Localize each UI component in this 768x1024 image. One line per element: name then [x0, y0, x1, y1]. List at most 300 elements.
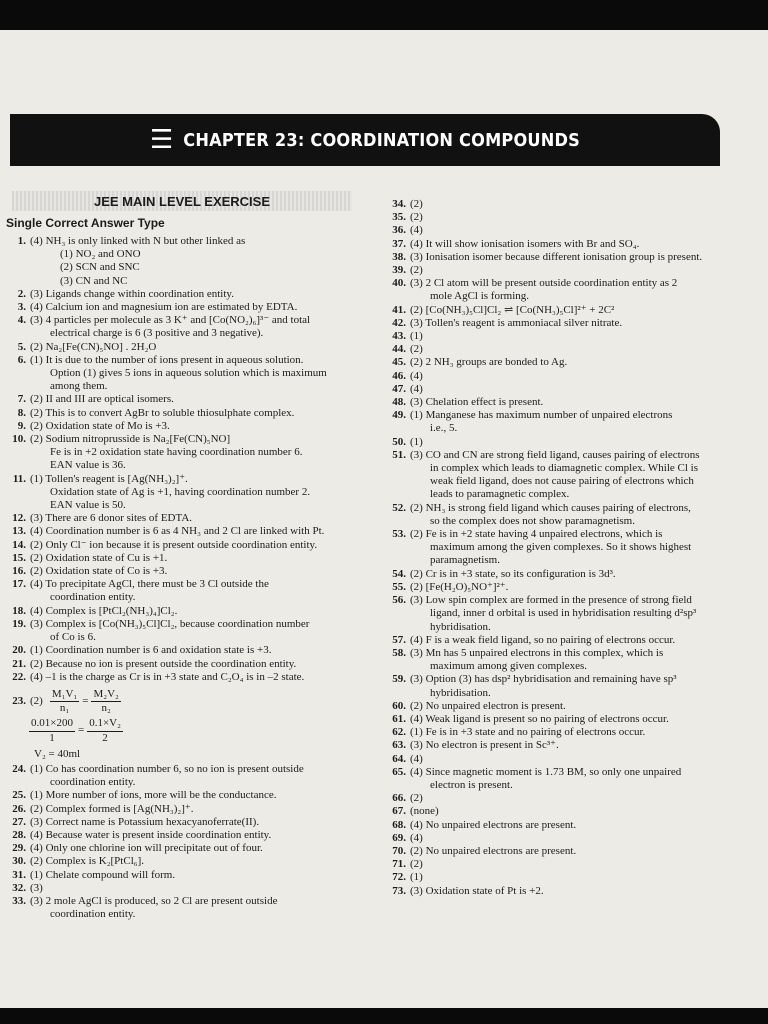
answer-item	[386, 581, 726, 594]
answer-option: (2)	[30, 695, 43, 707]
answer-number: 58.	[392, 646, 406, 659]
answer-continuation	[386, 475, 726, 488]
answer-number	[6, 275, 30, 288]
answer-number: 41.	[392, 303, 406, 316]
fraction-lhs	[50, 688, 79, 715]
answer-item	[386, 251, 726, 264]
answer-number	[6, 248, 30, 261]
answer-text: so the complex does not show paramagnetism.	[430, 514, 635, 527]
answer-text: weak field ligand, does not cause pairing of electrons which	[430, 475, 694, 488]
answer-number: 2.	[17, 287, 26, 300]
answer-continuation	[6, 367, 356, 380]
answer-text: (4) No unpaired electrons are present.	[410, 818, 577, 831]
answer-continuation	[6, 459, 356, 472]
answer-item	[6, 829, 356, 842]
answer-text: (2) Complex is K₂[PtCl₆].	[30, 855, 145, 868]
answer-item	[386, 343, 726, 356]
answer-number: 13.	[12, 525, 26, 538]
answer-number	[6, 380, 30, 393]
answer-text: hybridisation.	[430, 620, 491, 633]
answer-number	[386, 621, 410, 634]
answer-text: coordination entity.	[50, 776, 136, 789]
answer-text: (1)	[410, 330, 423, 343]
answer-text: (4)	[410, 224, 423, 237]
equals-sign: =	[82, 695, 89, 707]
answer-number	[386, 541, 410, 554]
answer-text: (3) 4 particles per molecule as 3 K⁺ and [Co(NO₂)₆]³⁻ and total	[30, 314, 311, 327]
denominator: 2	[102, 731, 108, 744]
left-column	[6, 235, 356, 921]
numerator: M₁V₁	[50, 688, 79, 702]
answer-item	[6, 512, 356, 525]
answer-text: (2) NH₃ is strong field ligand which causes pairing of electrons,	[410, 501, 691, 514]
answer-continuation	[386, 290, 726, 303]
answer-number	[386, 290, 410, 303]
answer-item	[386, 304, 726, 317]
answer-number: 8.	[17, 406, 26, 419]
answer-item	[386, 647, 726, 660]
answer-number	[386, 462, 410, 475]
answer-number	[6, 261, 30, 274]
answer-number	[6, 327, 30, 340]
answer-number	[6, 367, 30, 380]
answer-text: in complex which leads to diamagnetic complex. While Cl is	[430, 462, 699, 475]
answer-text: (2) No unpaired electrons are present.	[410, 844, 577, 857]
answer-number: 34.	[392, 198, 406, 210]
answer-text: Oxidation state of Ag is +1, having coordination number 2.	[50, 485, 311, 498]
answer-text: (3) There are 6 donor sites of EDTA.	[30, 512, 193, 525]
answer-number: 16.	[12, 565, 26, 578]
answer-text: maximum among the given complexes. So it shows highest	[430, 541, 692, 554]
fraction-rhs-values	[87, 717, 123, 744]
answer-text: (1) Co has coordination number 6, so no ion is present outside	[30, 762, 304, 775]
answer-text: (3) Tollen's reagent is ammoniacal silver nitrate.	[410, 316, 623, 329]
answer-number: 43.	[392, 330, 406, 343]
answer-text: (2) II and III are optical isomers.	[30, 393, 174, 406]
answer-number: 26.	[12, 802, 26, 815]
answer-text: (4) Weak ligand is present so no pairing of electrons occur.	[410, 712, 669, 725]
answer-number: 45.	[392, 356, 406, 369]
answer-number: 65.	[392, 765, 406, 778]
answer-number: 60.	[392, 699, 406, 712]
numerator: M₂V₂	[91, 688, 120, 702]
answer-number	[386, 660, 410, 673]
answer-number: 44.	[392, 343, 406, 356]
answer-item	[386, 211, 726, 224]
answer-item	[386, 858, 726, 871]
answer-text: (3) Ligands change within coordination entity.	[30, 287, 234, 300]
answer-continuation	[386, 621, 726, 634]
answer-text: paramagnetism.	[430, 554, 500, 567]
answer-text: Fe is in +2 oxidation state having coordination number 6.	[50, 446, 303, 459]
answer-text: (2) Na₂[Fe(CN)₅NO] . 2H₂O	[30, 340, 157, 353]
answer-text: (3) 2 Cl atom will be present outside coordination entity as 2	[410, 277, 678, 290]
section-subheader: Single Correct Answer Type	[6, 216, 165, 230]
menu-lines-icon: ☰	[149, 125, 174, 155]
answer-number: 27.	[12, 815, 26, 828]
answer-text: (2) SCN and SNC	[60, 261, 140, 274]
answer-number	[386, 422, 410, 435]
answer-number	[6, 631, 30, 644]
answer-text: (2) Oxidation state of Cu is +1.	[30, 551, 168, 564]
answer-text: (1)	[410, 435, 423, 448]
denominator: n₂	[101, 702, 111, 715]
answer-text: (2) [Fe(H₂O)₅NO⁺]²⁺.	[410, 580, 509, 593]
answer-number	[386, 687, 410, 700]
answer-item	[6, 658, 356, 671]
answer-number	[6, 499, 30, 512]
answer-item	[386, 568, 726, 581]
answer-list-left	[6, 235, 356, 684]
answer-continuation	[6, 248, 356, 261]
answer-continuation	[6, 776, 356, 789]
answer-number: 55.	[392, 580, 406, 593]
answer-item	[386, 871, 726, 884]
answer-text: (3) CN and NC	[60, 274, 128, 287]
answer-text: (1) It is due to the number of ions present in aqueous solution.	[30, 353, 304, 366]
answer-number	[6, 908, 30, 921]
answer-text: (4)	[410, 382, 423, 395]
answer-text: (2) [Co(NH₃)₅Cl]Cl₂ ⇌ [Co(NH₃)₅Cl]²⁺ + 2C²	[410, 303, 615, 316]
numerator: 0.01×200	[29, 717, 75, 731]
answer-item	[386, 330, 726, 343]
answer-continuation	[6, 908, 356, 921]
answer-text: (4) NH₃ is only linked with N but other linked as	[30, 235, 246, 247]
answer-item	[6, 235, 356, 248]
answer-text: (1) Tollen's reagent is [Ag(NH₃)₂]⁺.	[30, 472, 188, 485]
answer-number: 30.	[12, 855, 26, 868]
answer-number: 66.	[392, 792, 406, 805]
answer-number: 1.	[17, 235, 26, 247]
answer-item	[6, 301, 356, 314]
answer-number: 9.	[17, 419, 26, 432]
answer-text: hybridisation.	[430, 686, 491, 699]
equals-sign: =	[77, 724, 85, 737]
answer-item	[6, 341, 356, 354]
answer-number: 67.	[392, 805, 406, 818]
answer-number: 7.	[17, 393, 26, 406]
answer-item	[386, 594, 726, 607]
answer-text: coordination entity.	[50, 591, 136, 604]
answer-number: 54.	[392, 567, 406, 580]
answer-number: 5.	[17, 340, 26, 353]
answer-item	[386, 436, 726, 449]
answer-item	[386, 198, 726, 211]
answer-item	[6, 644, 356, 657]
answer-text: (1) Coordination number is 6 and oxidation state is +3.	[30, 644, 272, 657]
answer-text: (2) Cr is in +3 state, so its configuration is 3d³.	[410, 567, 616, 580]
answer-text: (3) No electron is present in Sc³⁺.	[410, 739, 559, 752]
answer-item	[386, 449, 726, 462]
answer-number: 69.	[392, 831, 406, 844]
answer-item	[6, 869, 356, 882]
answer-continuation	[6, 486, 356, 499]
answer-text: (2)	[410, 343, 423, 356]
answer-number: 73.	[392, 884, 406, 897]
answer-item	[6, 354, 356, 367]
answer-item	[6, 789, 356, 802]
answer-number: 24.	[12, 762, 26, 775]
answer-number: 49.	[392, 409, 406, 422]
answer-text: electron is present.	[430, 778, 513, 791]
answer-continuation	[6, 499, 356, 512]
answer-text: (4)	[410, 369, 423, 382]
chapter-banner	[10, 114, 720, 166]
answer-text: (3) Low spin complex are formed in the presence of strong field	[410, 594, 692, 607]
answer-item	[386, 805, 726, 818]
answer-number: 11.	[12, 472, 26, 485]
answer-text: leads to paramagnetic complex.	[430, 488, 570, 501]
answer-item	[6, 407, 356, 420]
answer-number: 31.	[12, 868, 26, 881]
answer-text: ligand, inner d orbital is used in hybridisation resulting d²sp³	[430, 607, 697, 620]
answer-item	[6, 288, 356, 301]
answer-number: 72.	[392, 871, 406, 884]
answer-text: (4) F is a weak field ligand, so no pairing of electrons occur.	[410, 633, 676, 646]
answer-number	[386, 607, 410, 620]
answer-item	[6, 473, 356, 486]
answer-text: (3) Mn has 5 unpaired electrons in this complex, which is	[410, 646, 664, 659]
answer-item	[6, 671, 356, 684]
answer-item	[6, 895, 356, 908]
answer-continuation	[386, 462, 726, 475]
answer-item	[6, 578, 356, 591]
answer-item	[386, 713, 726, 726]
answer-number: 62.	[392, 726, 406, 739]
answer-number	[386, 554, 410, 567]
answer-item	[6, 605, 356, 618]
answer-text: (3) Ionisation isomer because different ionisation group is present.	[410, 250, 703, 263]
answer-text: (2) 2 NH₃ groups are bonded to Ag.	[410, 356, 568, 369]
answer-text: Option (1) gives 5 ions in aqueous solution which is maximum	[50, 367, 327, 380]
answer-number: 36.	[392, 224, 406, 237]
answer-number	[386, 779, 410, 792]
answer-item	[6, 882, 356, 895]
answer-item	[6, 565, 356, 578]
answer-number: 25.	[12, 789, 26, 802]
answer-text: (none)	[410, 805, 439, 818]
answer-text: (3) 2 mole AgCl is produced, so 2 Cl are present outside	[30, 894, 278, 907]
answer-item	[386, 845, 726, 858]
answer-number	[386, 515, 410, 528]
answer-item	[386, 700, 726, 713]
answer-continuation	[386, 660, 726, 673]
answer-text: (2) Complex formed is [Ag(NH₃)₂]⁺.	[30, 802, 194, 815]
answer-text: (2) This is to convert AgBr to soluble thiosulphate complex.	[30, 406, 295, 419]
answer-item	[386, 356, 726, 369]
answer-text: (1) Fe is in +3 state and no pairing of electrons occur.	[410, 726, 646, 739]
answer-list-left-2	[6, 763, 356, 921]
answer-item	[6, 618, 356, 631]
answer-item	[6, 763, 356, 776]
answer-number: 17.	[12, 578, 26, 591]
answer-item	[6, 393, 356, 406]
answer-text: (2) Fe is in +2 state having 4 unpaired electrons, which is	[410, 528, 663, 541]
answer-continuation	[6, 327, 356, 340]
answer-continuation	[6, 591, 356, 604]
answer-item	[386, 792, 726, 805]
answer-text: (4) –1 is the charge as Cr is in +3 state and C₂O₄ is in –2 state.	[30, 670, 305, 683]
fraction-lhs-values	[29, 717, 75, 744]
answer-item	[386, 317, 726, 330]
answer-text: (3) Option (3) has dsp² hybridisation and remaining have sp³	[410, 673, 677, 686]
answer-continuation	[386, 779, 726, 792]
answer-text: among them.	[50, 380, 108, 393]
answer-item	[386, 238, 726, 251]
answer-text: maximum among given complexes.	[430, 660, 588, 673]
answer-item	[386, 753, 726, 766]
answer-item	[6, 552, 356, 565]
answer-text: (2) Oxidation state of Co is +3.	[30, 565, 168, 578]
answer-text: (2)	[410, 792, 423, 805]
answer-text: (4) Since magnetic moment is 1.73 BM, so only one unpaired	[410, 765, 682, 778]
answer-item	[6, 433, 356, 446]
denominator: 1	[49, 731, 55, 744]
answer-continuation	[6, 446, 356, 459]
answer-number	[6, 459, 30, 472]
answer-number: 29.	[12, 842, 26, 855]
answer-text: (2) Sodium nitroprusside is Na₂[Fe(CN)₅NO]	[30, 433, 231, 446]
answer-number: 22.	[12, 670, 26, 683]
answer-text: (1)	[410, 871, 423, 884]
answer-number: 47.	[392, 382, 406, 395]
answer-continuation	[6, 631, 356, 644]
answer-item	[386, 739, 726, 752]
answer-text: (2) Oxidation state of Mo is +3.	[30, 419, 170, 432]
answer-item	[6, 816, 356, 829]
answer-text: (4) Calcium ion and magnesium ion are estimated by EDTA.	[30, 301, 298, 314]
answer-continuation	[386, 541, 726, 554]
answer-text: (1) NO₂ and ONO	[60, 248, 141, 261]
numerator: 0.1×V₂	[87, 717, 123, 731]
answer-number: 63.	[392, 739, 406, 752]
answer-item	[6, 842, 356, 855]
answer-number: 48.	[392, 396, 406, 409]
answer-continuation	[6, 380, 356, 393]
answer-text: (1) More number of ions, more will be the conductance.	[30, 789, 277, 802]
answer-text: (4)	[410, 831, 423, 844]
answer-number: 56.	[392, 594, 406, 607]
fraction-rhs	[91, 688, 120, 715]
answer-continuation	[386, 607, 726, 620]
answer-continuation	[386, 554, 726, 567]
answer-text: mole AgCl is forming.	[430, 290, 529, 303]
answer-text: (2)	[410, 264, 423, 277]
answer-list-right	[386, 198, 726, 898]
answer-number: 6.	[17, 353, 26, 366]
answer-text: (2) No unpaired electron is present.	[410, 699, 566, 712]
answer-text: of Co is 6.	[50, 631, 96, 644]
answer-number: 61.	[392, 712, 406, 725]
answer-number: 38.	[392, 250, 406, 263]
answer-continuation	[6, 275, 356, 288]
answer-text: (1) Chelate compound will form.	[30, 868, 176, 881]
answer-item	[6, 539, 356, 552]
answer-number: 52.	[392, 501, 406, 514]
answer-text: (3) Oxidation state of Pt is +2.	[410, 884, 544, 897]
answer-number: 51.	[392, 448, 406, 461]
answer-item	[6, 803, 356, 816]
answer-item	[6, 314, 356, 327]
answer-text: (1) Manganese has maximum number of unpaired electrons	[410, 409, 673, 422]
denominator: n₁	[59, 702, 70, 715]
answer-number: 37.	[392, 237, 406, 250]
answer-number: 18.	[12, 604, 26, 617]
answer-text: (4) Only one chlorine ion will precipitate out of four.	[30, 842, 263, 855]
chapter-title: CHAPTER 23: COORDINATION COMPOUNDS	[183, 129, 581, 151]
answer-text: (4) To precipitate AgCl, there must be 3 Cl outside the	[30, 578, 269, 591]
answer-item	[386, 502, 726, 515]
answer-text: (4) Because water is present inside coordination entity.	[30, 828, 272, 841]
answer-number: 4.	[17, 314, 26, 327]
answer-continuation	[386, 488, 726, 501]
answer-text: EAN value is 50.	[50, 499, 126, 512]
answer-text: (4) Coordination number is 6 as 4 NH₃ and 2 Cl are linked with Pt.	[30, 525, 325, 538]
answer-number: 46.	[392, 369, 406, 382]
answer-number: 20.	[12, 644, 26, 657]
answer-number	[6, 486, 30, 499]
answer-item	[386, 885, 726, 898]
answer-text: EAN value is 36.	[50, 459, 126, 472]
answer-number	[6, 591, 30, 604]
answer-text: (2)	[410, 858, 423, 871]
answer-text: (4)	[410, 752, 423, 765]
answer-item	[386, 634, 726, 647]
document-page	[0, 30, 768, 1008]
answer-number: 14.	[12, 538, 26, 551]
answer-number: 71.	[392, 858, 406, 871]
answer-number: 70.	[392, 844, 406, 857]
answer-item	[386, 224, 726, 237]
answer-number	[6, 776, 30, 789]
answer-continuation	[386, 687, 726, 700]
answer-number: 59.	[392, 673, 406, 686]
answer-number: 53.	[392, 528, 406, 541]
answer-text: coordination entity.	[50, 908, 136, 921]
answer-item	[386, 383, 726, 396]
answer-item	[386, 832, 726, 845]
answer-item	[386, 277, 726, 290]
answer-number: 21.	[12, 657, 26, 670]
answer-number: 33.	[12, 894, 26, 907]
answer-item	[386, 264, 726, 277]
answer-number	[6, 446, 30, 459]
answer-item	[386, 766, 726, 779]
answer-text: (2)	[410, 211, 423, 224]
answer-text: (4) Complex is [PtCl₂(NH₃)₄]Cl₂.	[30, 604, 178, 617]
answer-item	[6, 525, 356, 538]
answer-text: (3)	[30, 881, 43, 894]
answer-number: 10.	[12, 433, 26, 446]
answer-number: 68.	[392, 818, 406, 831]
answer-text: (3) Correct name is Potassium hexacyanoferrate(II).	[30, 815, 260, 828]
answer-item	[386, 673, 726, 686]
answer-number: 3.	[17, 301, 26, 314]
answer-number	[386, 488, 410, 501]
right-column	[386, 198, 726, 898]
answer-number: 57.	[392, 633, 406, 646]
answer-number: 39.	[392, 264, 406, 277]
answer-number: 42.	[392, 316, 406, 329]
answer-23	[6, 688, 356, 761]
answer-item	[386, 726, 726, 739]
answer-number: 12.	[12, 512, 26, 525]
answer-continuation	[386, 515, 726, 528]
answer-number: 35.	[392, 211, 406, 224]
answer-text: (3) Chelation effect is present.	[410, 396, 544, 409]
answer-text: (4) It will show ionisation isomers with Br and SO₄.	[410, 237, 640, 250]
answer-text: (2)	[410, 198, 423, 210]
